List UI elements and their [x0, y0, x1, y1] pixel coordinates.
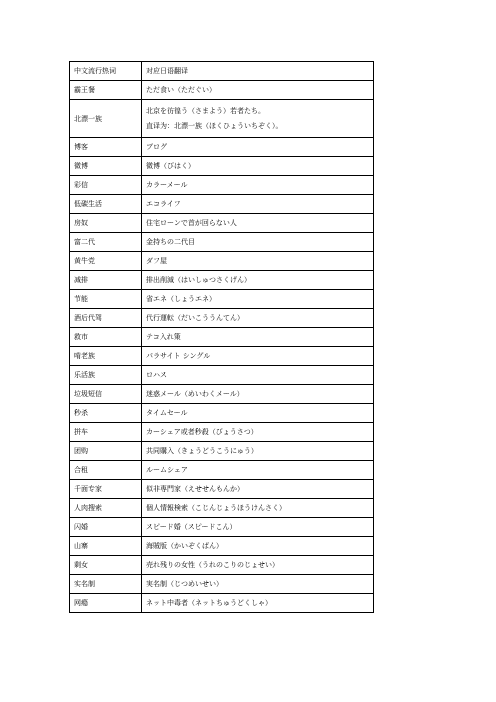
- japanese-translation: [142, 157, 374, 176]
- translation-line: 直译为：北漂一族（ほくひょういちぞく）。: [146, 122, 283, 130]
- translation-line: ダフ屋: [146, 257, 167, 265]
- translation-line: ルームシェア: [146, 466, 188, 474]
- table-row: [70, 81, 374, 100]
- translation-line: タイムセール: [146, 409, 188, 417]
- japanese-translation: [142, 442, 374, 461]
- translation-line: ただ食い（ただぐい）: [146, 86, 216, 94]
- japanese-translation: [142, 537, 374, 556]
- translation-line: 微博（びはく）: [146, 162, 195, 170]
- japanese-translation: [142, 252, 374, 271]
- chinese-term: 霸王餐: [70, 81, 142, 100]
- chinese-term: 低碳生活: [70, 195, 142, 214]
- chinese-term: 垃圾短信: [70, 385, 142, 404]
- chinese-term: 实名制: [70, 575, 142, 594]
- chinese-term: 黄牛党: [70, 252, 142, 271]
- japanese-translation: [142, 423, 374, 442]
- chinese-term: 千面专家: [70, 480, 142, 499]
- japanese-translation: [142, 176, 374, 195]
- chinese-term: 节能: [70, 290, 142, 309]
- japanese-translation: [142, 328, 374, 347]
- chinese-term: 减排: [70, 271, 142, 290]
- table-row: [70, 594, 374, 613]
- translation-line: パラサイト シングル: [146, 352, 211, 360]
- japanese-translation: [142, 556, 374, 575]
- chinese-term: 富二代: [70, 233, 142, 252]
- chinese-term: 彩信: [70, 176, 142, 195]
- japanese-translation: [142, 214, 374, 233]
- japanese-translation: [142, 385, 374, 404]
- table-row: [70, 328, 374, 347]
- japanese-translation: [142, 480, 374, 499]
- japanese-translation: [142, 81, 374, 100]
- japanese-translation: [142, 366, 374, 385]
- japanese-translation: [142, 499, 374, 518]
- table-row: [70, 157, 374, 176]
- chinese-term: 拼车: [70, 423, 142, 442]
- table-row: [70, 271, 374, 290]
- japanese-translation: [142, 575, 374, 594]
- table-row: [70, 233, 374, 252]
- chinese-term: 博客: [70, 138, 142, 157]
- table-row: [70, 176, 374, 195]
- chinese-term: 合租: [70, 461, 142, 480]
- table-row: [70, 385, 374, 404]
- translation-line: テコ入れ策: [146, 333, 181, 341]
- chinese-term: 人肉搜索: [70, 499, 142, 518]
- japanese-translation: [142, 518, 374, 537]
- translation-line: 実名制（じつめいせい）: [146, 580, 223, 588]
- header-japanese: 对应日语翻译: [142, 62, 374, 81]
- table-row: [70, 556, 374, 575]
- table-header-row: [70, 62, 374, 81]
- japanese-translation: [142, 461, 374, 480]
- japanese-translation: [142, 594, 374, 613]
- translation-line: 似非専門家（えせせんもんか）: [146, 485, 244, 493]
- table-row: [70, 214, 374, 233]
- translation-line: ロハス: [146, 371, 167, 379]
- chinese-term: 闪婚: [70, 518, 142, 537]
- chinese-term: 啃老族: [70, 347, 142, 366]
- table-row: [70, 423, 374, 442]
- chinese-term: 微博: [70, 157, 142, 176]
- translation-line: ブログ: [146, 143, 167, 151]
- translation-line: 共同購入（きょうどうこうにゅう）: [146, 447, 258, 455]
- japanese-translation: [142, 404, 374, 423]
- table-row: [70, 499, 374, 518]
- japanese-translation: [142, 195, 374, 214]
- chinese-term: 乐活族: [70, 366, 142, 385]
- japanese-translation: [142, 290, 374, 309]
- translation-line: 金持ちの二代目: [146, 238, 195, 246]
- japanese-translation: [142, 271, 374, 290]
- japanese-translation: [142, 233, 374, 252]
- table-row: [70, 442, 374, 461]
- japanese-translation: [142, 100, 374, 138]
- translation-line: エコライフ: [146, 200, 181, 208]
- table-row: [70, 195, 374, 214]
- table-row: [70, 366, 374, 385]
- translation-line: カーシェア或者秒殺（びょうさつ）: [146, 428, 258, 436]
- chinese-term: 团购: [70, 442, 142, 461]
- translation-line: 北京を彷徨う（さまよう）若者たち。: [146, 107, 265, 115]
- translation-line: 住宅ローンで首が回らない人: [146, 219, 237, 227]
- header-chinese: 中文流行热词: [70, 62, 142, 81]
- japanese-translation: [142, 138, 374, 157]
- translation-line: ネット中毒者（ネットちゅうどくしゃ）: [146, 599, 272, 607]
- translation-line: 代行運転（だいこううんてん）: [146, 314, 244, 322]
- translation-table: [69, 61, 374, 613]
- chinese-term: 酒后代驾: [70, 309, 142, 328]
- table-row: [70, 100, 374, 138]
- table-row: [70, 290, 374, 309]
- translation-line: 省エネ（しょうエネ）: [146, 295, 216, 303]
- chinese-term: 山寨: [70, 537, 142, 556]
- translation-line: 迷惑メール（めいわくメール）: [146, 390, 244, 398]
- table-body: [70, 81, 374, 613]
- table-row: [70, 518, 374, 537]
- table-row: [70, 252, 374, 271]
- chinese-term: 房奴: [70, 214, 142, 233]
- japanese-translation: [142, 309, 374, 328]
- table-row: [70, 309, 374, 328]
- chinese-term: 网瘾: [70, 594, 142, 613]
- translation-line: 個人情報検索（こじんじょうほうけんさく）: [146, 504, 286, 512]
- table-row: [70, 404, 374, 423]
- chinese-term: 秒杀: [70, 404, 142, 423]
- chinese-term: 北漂一族: [70, 100, 142, 138]
- translation-line: スピード婚（スピードこん）: [146, 523, 237, 531]
- chinese-term: 救市: [70, 328, 142, 347]
- translation-line: 海賊版（かいぞくばん）: [146, 542, 223, 550]
- table-row: [70, 347, 374, 366]
- table-row: [70, 575, 374, 594]
- translation-line: 排出削減（はいしゅつさくげん）: [146, 276, 251, 284]
- chinese-term: 剩女: [70, 556, 142, 575]
- table-row: [70, 537, 374, 556]
- table-row: [70, 461, 374, 480]
- translation-line: 売れ残りの女性（うれのこりのじょせい）: [146, 561, 279, 569]
- japanese-translation: [142, 347, 374, 366]
- translation-line: カラーメール: [146, 181, 188, 189]
- table-row: [70, 480, 374, 499]
- table-row: [70, 138, 374, 157]
